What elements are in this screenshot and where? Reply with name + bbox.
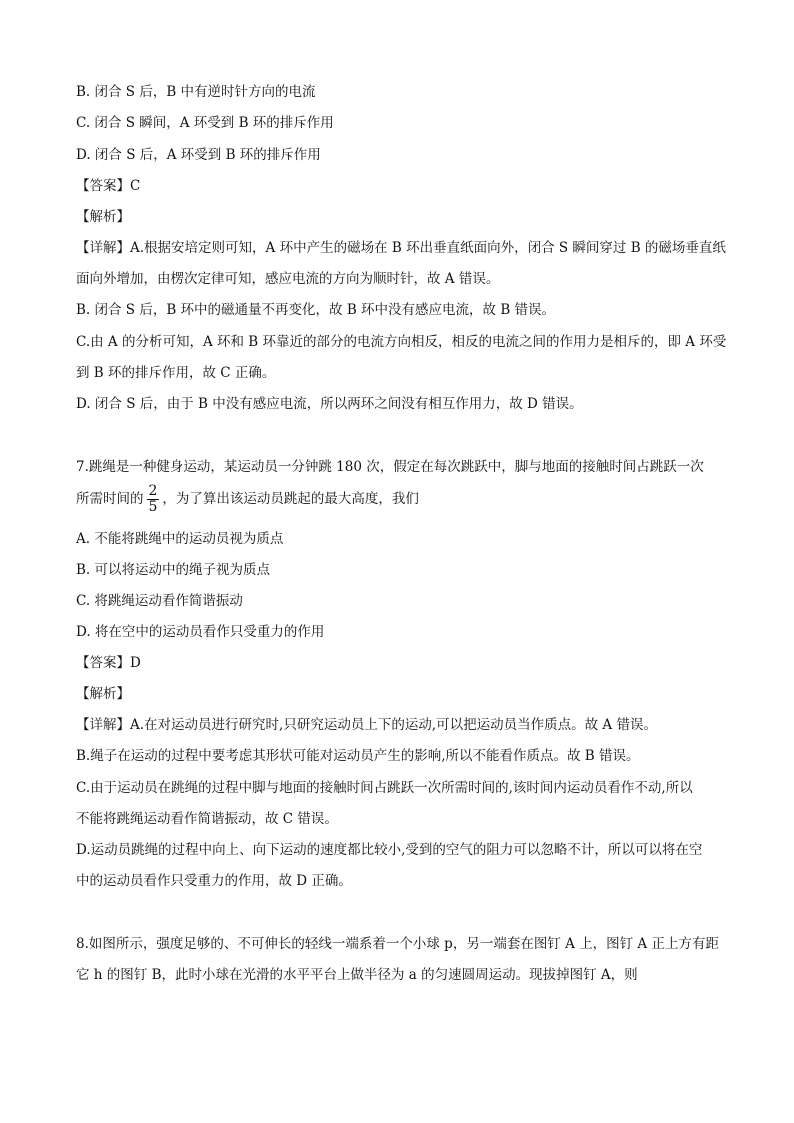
fraction-denominator: 5 — [148, 499, 158, 515]
q7-option-a: A. 不能将跳绳中的运动员视为质点 — [76, 531, 284, 547]
q6-option-d: D. 闭合 S 后，A 环受到 B 环的排斥作用 — [76, 147, 321, 163]
q7-stem-line-2 — [76, 482, 730, 516]
q7-detail-line-2: B.绳子在运动的过程中要考虑其形状可能对运动员产生的影响,所以不能看作质点。故 B 错误。 — [76, 748, 640, 764]
q6-option-c: C. 闭合 S 瞬间，A 环受到 B 环的排斥作用 — [76, 115, 334, 131]
q6-detail-line-4: C.由 A 的分析可知，A 环和 B 环靠近的部分的电流方向相反，相反的电流之间的作用力是相斥的，即 A 环受 — [76, 334, 727, 350]
q6-option-b: B. 闭合 S 后，B 中有逆时针方向的电流 — [76, 84, 316, 100]
q7-detail-line-3: C.由于运动员在跳绳的过程中脚与地面的接触时间占跳跃一次所需时间的,该时间内运动员看作不动,所以 — [76, 780, 693, 796]
q7-analysis-heading: 【解析】 — [76, 686, 130, 702]
q6-detail-line-3: B. 闭合 S 后，B 环中的磁通量不再变化，故 B 环中没有感应电流，故 B 错误。 — [76, 302, 556, 318]
q7-option-d: D. 将在空中的运动员看作只受重力的作用 — [76, 624, 325, 640]
q6-detail-line-5: 到 B 环的排斥作用，故 C 正确。 — [76, 365, 276, 381]
q7-detail-line-5: D.运动员跳绳的过程中向上、向下运动的速度都比较小,受到的空气的阻力可以忽略不计，所以可以将在空 — [76, 842, 703, 858]
q7-answer: 【答案】D — [76, 655, 141, 671]
q7-detail-line-4: 不能将跳绳运动看作简谐振动，故 C 错误。 — [76, 811, 338, 827]
q6-detail-line-6: D. 闭合 S 后，由于 B 中没有感应电流，所以两环之间没有相互作用力，故 D 错误。 — [76, 396, 583, 412]
q7-stem-line-2-pre: 所需时间的 — [76, 491, 144, 507]
q6-detail-line-2: 面向外增加，由楞次定律可知，感应电流的方向为顺时针，故 A 错误。 — [76, 271, 500, 287]
q7-option-c: C. 将跳绳运动看作简谐振动 — [76, 593, 243, 609]
q8-stem-line-1: 8.如图所示，强度足够的、不可伸长的轻线一端系着一个小球 p，另一端套在图钉 A 上，图钉 A 正上方有距 — [76, 936, 719, 952]
q7-stem-line-1: 7.跳绳是一种健身运动，某运动员一分钟跳 180 次，假定在每次跳跃中，脚与地面的接触时间占跳跃一次 — [76, 459, 704, 475]
fraction-numerator: 2 — [148, 483, 158, 499]
q6-detail-line-1: 【详解】A.根据安培定则可知，A 环中产生的磁场在 B 环出垂直纸面向外，闭合 S 瞬间穿过 B 的磁场垂直纸 — [76, 240, 726, 256]
q7-detail-line-1: 【详解】A.在对运动员进行研究时,只研究运动员上下的运动,可以把运动员当作质点。故 A 错误。 — [76, 717, 657, 733]
q7-option-b: B. 可以将运动中的绳子视为质点 — [76, 562, 271, 578]
q8-stem-line-2: 它 h 的图钉 B，此时小球在光滑的水平平台上做半径为 a 的匀速圆周运动。现拔掉图钉 A，则 — [76, 967, 638, 983]
q6-analysis-heading: 【解析】 — [76, 209, 130, 225]
fraction-two-fifths — [147, 484, 160, 515]
q7-detail-line-6: 中的运动员看作只受重力的作用，故 D 正确。 — [76, 873, 352, 889]
q7-stem-line-2-post: ，为了算出该运动员跳起的最大高度，我们 — [162, 491, 419, 507]
q6-answer: 【答案】C — [76, 178, 141, 194]
